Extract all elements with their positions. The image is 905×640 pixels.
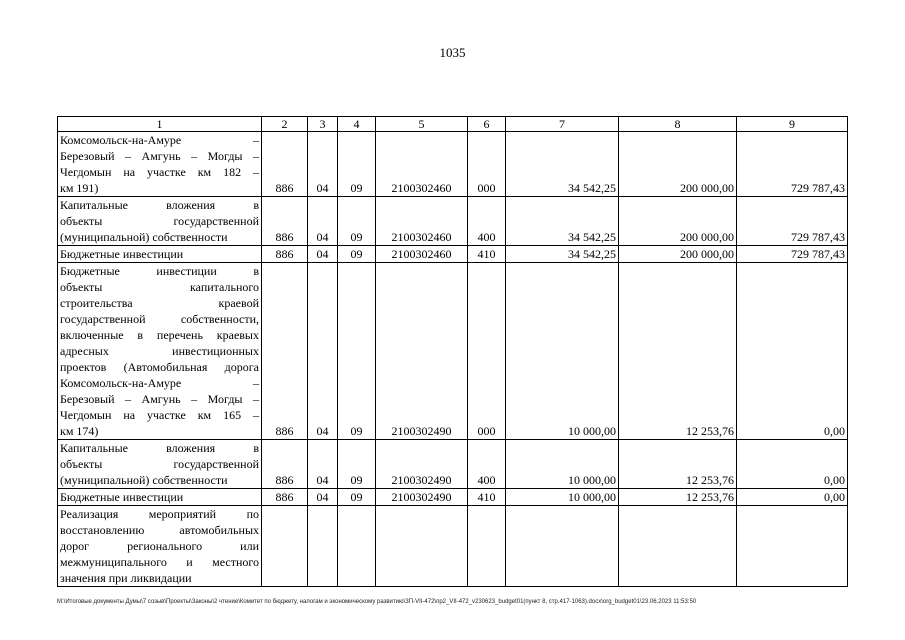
target-article-cell: 2100302490	[376, 440, 468, 489]
row-name-cell	[58, 440, 262, 489]
table-header-row	[58, 117, 848, 132]
row-name-cell	[58, 263, 262, 440]
file-path-footer: M:\Итоговые документы Думы\7 созыв\Проекты\Законы\2 чтение\Комитет по бюджету, налогам и экономическому развитию\ЗП-VII-472\пр2_VII-472_v230623_budget01(пункт 8, стр.417-1063).docx\org_budget01\23.06.2023 11:53:50	[57, 599, 697, 605]
row-name-line: межмуниципального и местного	[60, 555, 259, 569]
column-header: 3	[308, 117, 338, 132]
section-cell: 04	[308, 489, 338, 506]
amount-cell-col9	[737, 506, 848, 587]
page-number: 1035	[439, 45, 466, 60]
code-cell: 886	[262, 489, 308, 506]
amount-cell-col8: 200 000,00	[619, 246, 737, 263]
amount-cell-col9: 0,00	[737, 263, 848, 440]
expense-type-cell: 400	[468, 440, 506, 489]
amount-cell-col9: 729 787,43	[737, 246, 848, 263]
row-name-line: Чегдомын на участке км 182 –	[60, 165, 259, 179]
code-cell: 886	[262, 263, 308, 440]
amount-cell-col9: 0,00	[737, 440, 848, 489]
row-name-line: Бюджетные инвестиции	[60, 247, 184, 261]
amount-cell-col8: 12 253,76	[619, 489, 737, 506]
column-header: 5	[376, 117, 468, 132]
expense-type-cell: 410	[468, 246, 506, 263]
row-name-line: (муниципальной) собственности	[60, 473, 228, 487]
amount-cell-col8: 200 000,00	[619, 197, 737, 246]
target-article-cell: 2100302460	[376, 132, 468, 197]
row-name-line: Реализация мероприятий по	[60, 507, 259, 521]
column-header: 2	[262, 117, 308, 132]
amount-cell-col8: 200 000,00	[619, 132, 737, 197]
table-row	[58, 489, 848, 506]
table-row	[58, 506, 848, 587]
amount-cell-col8: 12 253,76	[619, 263, 737, 440]
row-name-line: Капитальные вложения в	[60, 441, 259, 455]
subsection-cell: 09	[338, 440, 376, 489]
row-name-line: Бюджетные инвестиции	[60, 490, 184, 504]
row-name-cell	[58, 506, 262, 587]
row-name-line: Бюджетные инвестиции в	[60, 264, 259, 278]
row-name-line: восстановлению автомобильных	[60, 523, 259, 537]
row-name-line: (муниципальной) собственности	[60, 230, 228, 244]
expense-type-cell	[468, 506, 506, 587]
code-cell: 886	[262, 197, 308, 246]
column-header: 4	[338, 117, 376, 132]
subsection-cell	[338, 506, 376, 587]
row-name-line: объекты государственной	[60, 457, 259, 471]
subsection-cell: 09	[338, 197, 376, 246]
table-body	[58, 117, 848, 587]
column-header: 9	[737, 117, 848, 132]
table-row	[58, 440, 848, 489]
row-name-line: Березовый – Амгунь – Могды –	[60, 392, 259, 406]
amount-cell-col8: 12 253,76	[619, 440, 737, 489]
code-cell	[262, 506, 308, 587]
table-row	[58, 132, 848, 197]
row-name-line: Комсомольск-на-Амуре –	[60, 376, 259, 390]
amount-cell-col7: 10 000,00	[506, 440, 619, 489]
row-name-line: адресных инвестиционных	[60, 344, 259, 358]
code-cell: 886	[262, 440, 308, 489]
section-cell: 04	[308, 263, 338, 440]
row-name-line: объекты капитального	[60, 280, 259, 294]
target-article-cell: 2100302490	[376, 489, 468, 506]
table-row	[58, 246, 848, 263]
budget-table	[57, 116, 848, 587]
subsection-cell: 09	[338, 246, 376, 263]
row-name-line: Капитальные вложения в	[60, 198, 259, 212]
amount-cell-col7: 34 542,25	[506, 197, 619, 246]
row-name-line: проектов (Автомобильная дорога	[60, 360, 259, 374]
amount-cell-col7: 34 542,25	[506, 246, 619, 263]
table-row	[58, 263, 848, 440]
expense-type-cell: 000	[468, 263, 506, 440]
row-name-line: км 174)	[60, 424, 99, 438]
subsection-cell: 09	[338, 132, 376, 197]
amount-cell-col7	[506, 506, 619, 587]
section-cell	[308, 506, 338, 587]
amount-cell-col9: 0,00	[737, 489, 848, 506]
code-cell: 886	[262, 246, 308, 263]
row-name-cell	[58, 132, 262, 197]
row-name-line: Березовый – Амгунь – Могды –	[60, 149, 259, 163]
column-header: 1	[58, 117, 262, 132]
row-name-line: дорог регионального или	[60, 539, 259, 553]
row-name-line: строительства краевой	[60, 296, 259, 310]
expense-type-cell: 000	[468, 132, 506, 197]
amount-cell-col7: 34 542,25	[506, 132, 619, 197]
row-name-line: Комсомольск-на-Амуре –	[60, 133, 259, 147]
subsection-cell: 09	[338, 263, 376, 440]
target-article-cell	[376, 506, 468, 587]
row-name-line: включенные в перечень краевых	[60, 328, 259, 342]
column-header: 7	[506, 117, 619, 132]
section-cell: 04	[308, 132, 338, 197]
expense-type-cell: 400	[468, 197, 506, 246]
target-article-cell: 2100302490	[376, 263, 468, 440]
section-cell: 04	[308, 440, 338, 489]
row-name-cell	[58, 197, 262, 246]
row-name-line: государственной собственности,	[60, 312, 259, 326]
amount-cell-col8	[619, 506, 737, 587]
row-name-line: значения при ликвидации	[60, 571, 192, 585]
table-row	[58, 197, 848, 246]
row-name-line: км 191)	[60, 181, 99, 195]
column-header: 8	[619, 117, 737, 132]
row-name-cell	[58, 246, 262, 263]
amount-cell-col9: 729 787,43	[737, 132, 848, 197]
amount-cell-col7: 10 000,00	[506, 489, 619, 506]
expense-type-cell: 410	[468, 489, 506, 506]
subsection-cell: 09	[338, 489, 376, 506]
row-name-cell	[58, 489, 262, 506]
column-header: 6	[468, 117, 506, 132]
row-name-line: объекты государственной	[60, 214, 259, 228]
target-article-cell: 2100302460	[376, 197, 468, 246]
section-cell: 04	[308, 246, 338, 263]
code-cell: 886	[262, 132, 308, 197]
target-article-cell: 2100302460	[376, 246, 468, 263]
amount-cell-col9: 729 787,43	[737, 197, 848, 246]
amount-cell-col7: 10 000,00	[506, 263, 619, 440]
row-name-line: Чегдомын на участке км 165 –	[60, 408, 259, 422]
section-cell: 04	[308, 197, 338, 246]
